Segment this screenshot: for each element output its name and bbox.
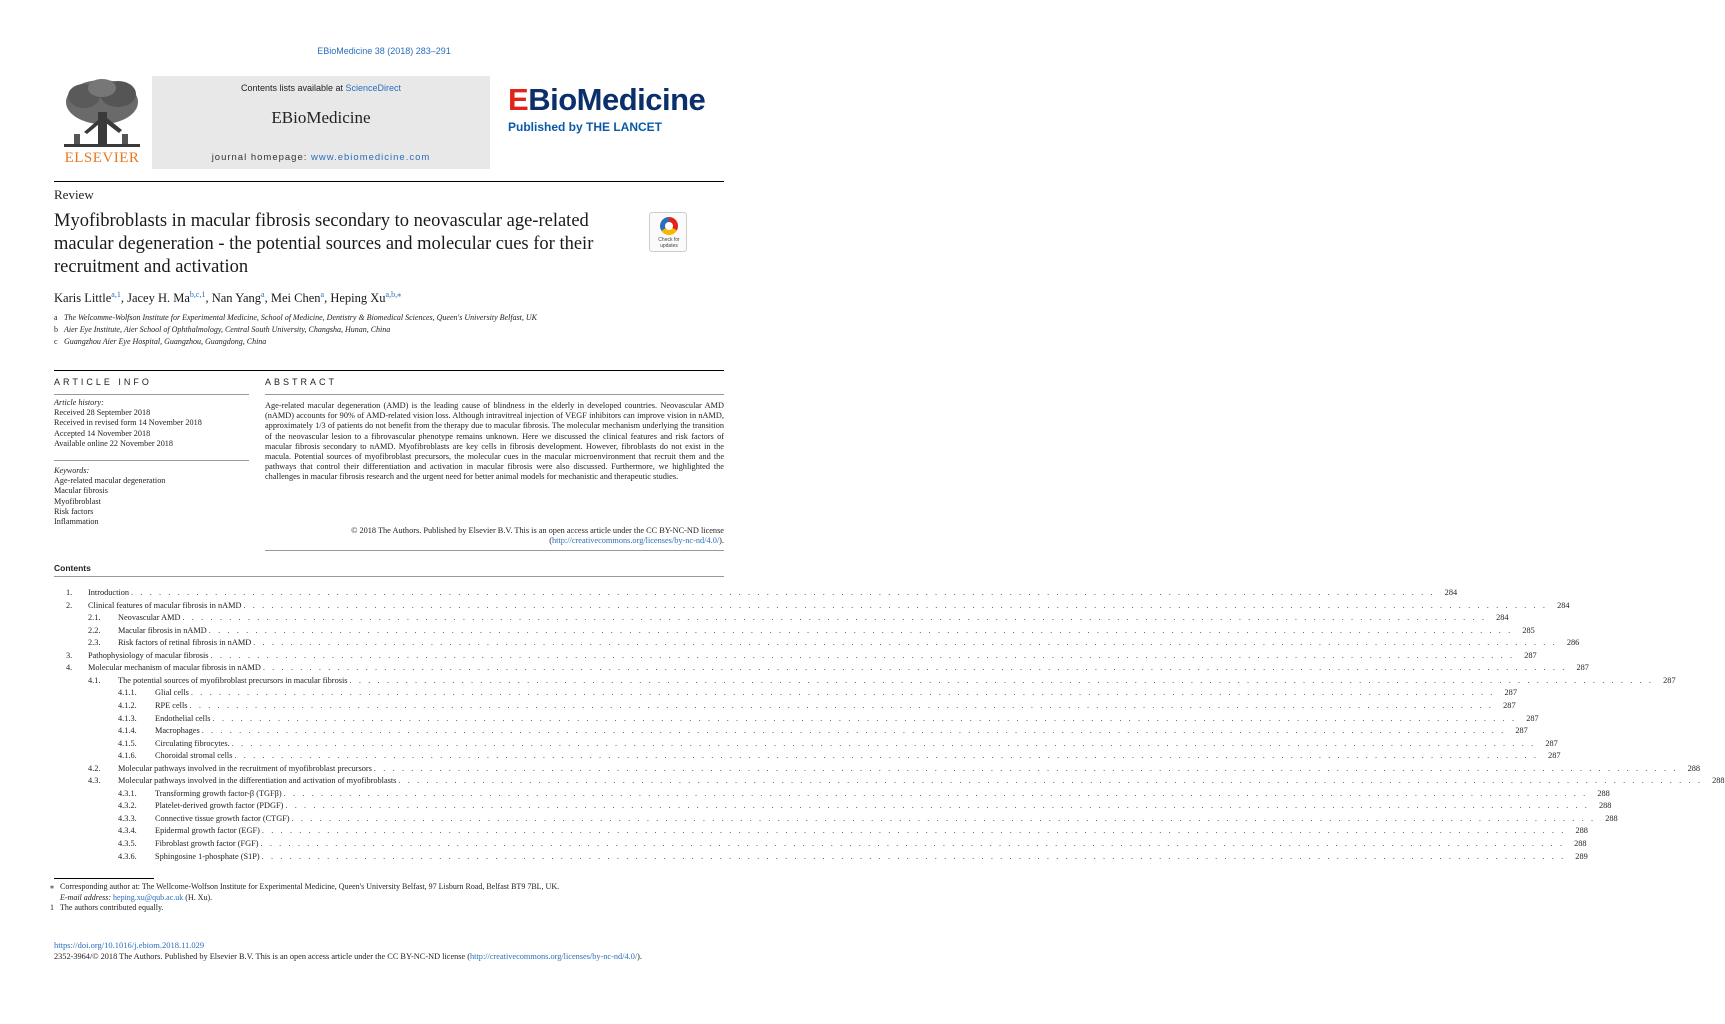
contents-prefix: Contents lists available at xyxy=(240,83,346,93)
author-name: Jacey H. Ma xyxy=(127,291,190,306)
author-affiliation-marker[interactable]: b,c,1 xyxy=(189,290,206,299)
toc-leader: . . . . . . . . . . . . . . . . . . . . . . . . . . . . . . . . . . . . . . . . . . . . . . . . . . . . . . . . . . . . . . . . . . . . . . . . . . . . . . . . . . . . . . . . . . . . . . . . . . . . . . . . . . . . . . . . . . . . . . . . . . . . . . . . . . . . . . . . . . . . xyxy=(349,675,1654,685)
elsevier-logo[interactable] xyxy=(54,76,150,169)
contents-heading: Contents xyxy=(54,563,91,573)
keyword-item: Myofibroblast xyxy=(54,496,101,506)
toc-entry[interactable] xyxy=(118,738,1558,751)
author-list xyxy=(54,290,401,306)
footnote-mark: 1 xyxy=(50,903,54,912)
toc-number: 4.1.6. xyxy=(118,751,137,761)
toc-entry[interactable] xyxy=(118,750,1561,763)
toc-number: 4.3.6. xyxy=(118,851,137,861)
keyword-item: Age-related macular degeneration xyxy=(54,476,166,486)
abstract-text: Age-related macular degeneration (AMD) is the leading cause of blindness in the elderly in developed countries. Neovascular AMD (nAMD) accounts for 90% of AMD-related vision loss. Although intravitreal injection of VEGF inhibitors can improve vision in nAMD, approximately 1/3 of patients do not benefit from the therapy due to macular fibrosis. The molecular mechanism underlying the transition of the neovascular lesion to a fibrovascular phenotype remains unknown. Here we discussed the clinical features and risk factors of macular fibrosis secondary to nAMD. Myofibroblasts are key cells in fibrosis development. However, fibroblasts do not exist in the macula. Potential sources of myofibroblast precursors, the molecular cues in the macular microenvironment that recruit them and the pathways that control their differentiation and activation in macular fibrosis were also discussed. Furthermore, we highlighted the challenges in macular fibrosis research and the urgent need for better animal models for mechanistic and therapeutic studies. xyxy=(265,401,724,482)
homepage-prefix: journal homepage: xyxy=(211,152,312,163)
footnotes xyxy=(50,882,720,914)
check-for-updates-button[interactable] xyxy=(649,212,687,252)
article-title: Myofibroblasts in macular fibrosis secondary to neovascular age-related macular degeneration - the potential sources and molecular cues for their recruitment and activation xyxy=(54,211,594,277)
toc-entry[interactable] xyxy=(118,838,1587,851)
toc-page: 287 xyxy=(1663,675,1676,685)
toc-label: Circulating fibrocytes. xyxy=(155,738,230,748)
toc-leader: . . . . . . . . . . . . . . . . . . . . . . . . . . . . . . . . . . . . . . . . . . . . . . . . . . . . . . . . . . . . . . . . . . . . . . . . . . . . . . . . . . . . . . . . . . . . . . . . . . . . . . . . . . . . . . . . . . . . . . . . . . . . . . . . . . . . . . . . . . . . xyxy=(261,826,1566,836)
journal-brand[interactable] xyxy=(508,83,724,134)
footnote-mark: ⁎ xyxy=(50,882,54,891)
article-history xyxy=(54,398,249,449)
crossmark-icon xyxy=(660,217,678,235)
toc-number: 4.3.5. xyxy=(118,839,137,848)
email-link[interactable]: heping.xu@qub.ac.uk xyxy=(113,892,184,902)
toc-leader: . . . . . . . . . . . . . . . . . . . . . . . . . . . . . . . . . . . . . . . . . . . . . . . . . . . . . . . . . . . . . . . . . . . . . . . . . . . . . . . . . . . . . . . . . . . . . . . . . . . . . . . . . . . . . . . . . . . . . . . . . . . . . . . . . . . . . . . . . . . . xyxy=(231,738,1536,748)
toc-page: 287 xyxy=(1526,713,1539,723)
article-type: Review xyxy=(54,187,94,202)
author-separator: , xyxy=(264,291,271,306)
toc-leader: . . . . . . . . . . . . . . . . . . . . . . . . . . . . . . . . . . . . . . . . . . . . . . . . . . . . . . . . . . . . . . . . . . . . . . . . . . . . . . . . . . . . . . . . . . . . . . . . . . . . . . . . . . . . . . . . . . . . . . . . . . . . . . . . . . . . . . . . . . . . xyxy=(373,763,1679,773)
email-suffix: (H. Xu). xyxy=(183,892,213,902)
author-name: Mei Chen xyxy=(270,291,321,306)
copyright-open-paren: ( xyxy=(549,536,553,546)
info-divider-2 xyxy=(54,460,249,461)
toc-page: 288 xyxy=(1575,826,1588,836)
toc-label: Risk factors of retinal fibrosis in nAMD xyxy=(118,638,252,648)
history-heading: Article history: xyxy=(54,398,104,407)
author-separator: , xyxy=(120,291,128,306)
toc-entry[interactable] xyxy=(66,600,1570,613)
check-for-updates-label: Check for updates xyxy=(658,237,680,249)
toc-page: 287 xyxy=(1576,663,1589,673)
toc-leader: . . . . . . . . . . . . . . . . . . . . . . . . . . . . . . . . . . . . . . . . . . . . . . . . . . . . . . . . . . . . . . . . . . . . . . . . . . . . . . . . . . . . . . . . . . . . . . . . . . . . . . . . . . . . . . . . . . . . . . . . . . . . . . . . . . . . . . . . . . . . xyxy=(243,600,1548,610)
corresponding-author-note xyxy=(50,882,720,893)
toc-entry[interactable] xyxy=(88,637,1580,650)
info-divider xyxy=(54,394,249,395)
toc-entry[interactable] xyxy=(118,725,1528,738)
toc-page: 285 xyxy=(1522,625,1535,635)
journal-header xyxy=(54,76,724,169)
toc-page: 288 xyxy=(1687,763,1701,773)
history-line: Received 28 September 2018 xyxy=(54,408,151,418)
author-name: Nan Yang xyxy=(211,291,262,306)
brand-e: E xyxy=(508,82,529,117)
brand-rest: BioMedicine xyxy=(528,82,706,117)
toc-entry[interactable] xyxy=(88,612,1509,625)
doi-link[interactable]: https://doi.org/10.1016/j.ebiom.2018.11.029 xyxy=(54,940,205,950)
toc-label: Endothelial cells xyxy=(155,713,211,723)
journal-banner xyxy=(152,76,490,169)
footnote-divider xyxy=(54,878,154,879)
toc-leader: . . . . . . . . . . . . . . . . . . . . . . . . . . . . . . . . . . . . . . . . . . . . . . . . . . . . . . . . . . . . . . . . . . . . . . . . . . . . . . . . . . . . . . . . . . . . . . . . . . . . . . . . . . . . . . . . . . . . . . . . . . . . . . . . . . . . . . . . . . . . xyxy=(189,700,1494,710)
toc-entry[interactable] xyxy=(88,625,1535,638)
toc-leader: . . . . . . . . . . . . . . . . . . . . . . . . . . . . . . . . . . . . . . . . . . . . . . . . . . . . . . . . . . . . . . . . . . . . . . . . . . . . . . . . . . . . . . . . . . . . . . . . . . . . . . . . . . . . . . . . . . . . . . . . . . . . . . . . . . . . . . . . . . . . xyxy=(182,613,1487,623)
toc-label: Glial cells xyxy=(155,688,189,698)
equal-contribution-text: The authors contributed equally. xyxy=(60,903,164,912)
toc-entry[interactable] xyxy=(118,700,1516,713)
history-line: Accepted 14 November 2018 xyxy=(54,428,151,438)
toc-label: Transforming growth factor-β (TGFβ) xyxy=(155,788,282,798)
copyright-close-paren: ). xyxy=(719,536,724,546)
toc-entry[interactable] xyxy=(66,650,1537,663)
email-note xyxy=(60,893,720,904)
section-divider xyxy=(54,370,724,371)
journal-name: EBioMedicine xyxy=(271,108,371,127)
toc-page: 284 xyxy=(1496,613,1509,623)
toc-entry[interactable] xyxy=(118,800,1612,813)
toc-number: 4.1.5. xyxy=(118,738,137,748)
issn-license-line xyxy=(54,952,724,961)
toc-number: 2.2. xyxy=(88,625,101,635)
toc-page: 284 xyxy=(1557,600,1570,610)
toc-entry[interactable] xyxy=(66,662,1589,675)
toc-number: 4.3. xyxy=(88,776,101,786)
history-line: Received in revised form 14 November 2018 xyxy=(54,418,202,428)
toc-label: RPE cells xyxy=(155,700,188,710)
brand-wordmark xyxy=(508,83,724,117)
issn-text: 2352-3964/© 2018 The Authors. Published by Elsevier B.V. This is an open access article under the CC BY-NC-ND license ( xyxy=(54,952,471,961)
toc-leader: . . . . . . . . . . . . . . . . . . . . . . . . . . . . . . . . . . . . . . . . . . . . . . . . . . . . . . . . . . . . . . . . . . . . . . . . . . . . . . . . . . . . . . . . . . . . . . . . . . . . . . . . . . . . . . . . . . . . . . . . . . . . . . . . . . . . . . . . . . . . xyxy=(398,776,1703,786)
affiliation xyxy=(54,324,724,336)
toc-page: 288 xyxy=(1597,788,1610,798)
affiliation-list xyxy=(54,312,724,348)
toc-number: 4.1.3. xyxy=(118,713,137,723)
abstract-heading: ABSTRACT xyxy=(265,377,338,387)
toc-page: 287 xyxy=(1504,688,1517,698)
toc-entry[interactable] xyxy=(88,763,1701,776)
license-link[interactable]: http://creativecommons.org/licenses/by-nc-nd/4.0/ xyxy=(552,536,720,546)
author-affiliation-marker[interactable]: a,1 xyxy=(111,290,121,299)
toc-entry[interactable] xyxy=(118,713,1539,726)
affiliation-text: The Welcomme-Wolfson Institute for Experimental Medicine, School of Medicine, Dentistry & Biomedical Sciences, Queen's University Belfast, UK xyxy=(64,313,538,322)
toc-label: Clinical features of macular fibrosis in nAMD xyxy=(88,600,242,610)
elsevier-wordmark: ELSEVIER xyxy=(64,150,140,166)
toc-label: Epidermal growth factor (EGF) xyxy=(155,826,260,836)
brand-subtitle: Published by THE LANCET xyxy=(508,120,663,134)
toc-entry[interactable] xyxy=(118,813,1618,826)
homepage-link[interactable]: www.ebiomedicine.com xyxy=(311,152,431,163)
abstract-divider-2 xyxy=(265,550,724,551)
contents-availability xyxy=(152,83,490,93)
toc-leader: . . . . . . . . . . . . . . . . . . . . . . . . . . . . . . . . . . . . . . . . . . . . . . . . . . . . . . . . . . . . . . . . . . . . . . . . . . . . . . . . . . . . . . . . . . . . . . . . . . . . . . . . . . . . . . . . . . . . . . . . . . . . . . . . . . . . . . . . . . . . xyxy=(283,788,1588,798)
toc-page: 288 xyxy=(1599,801,1612,811)
affiliation-text: Aier Eye Institute, Aier School of Ophthalmology, Central South University, Changsha, Hunan, China xyxy=(64,325,391,334)
toc-label: Macrophages xyxy=(155,726,200,736)
affiliation xyxy=(54,312,724,324)
toc-leader: . . . . . . . . . . . . . . . . . . . . . . . . . . . . . . . . . . . . . . . . . . . . . . . . . . . . . . . . . . . . . . . . . . . . . . . . . . . . . . . . . . . . . . . . . . . . . . . . . . . . . . . . . . . . . . . . . . . . . . . . . . . . . . . . . . . . . . . . . . . . xyxy=(210,650,1515,660)
toc-label: Molecular mechanism of macular fibrosis in nAMD xyxy=(88,663,261,673)
toc-page: 287 xyxy=(1548,751,1561,761)
issn-suffix: ). xyxy=(637,952,643,961)
toc-entry[interactable] xyxy=(88,775,1725,788)
toc-label: Fibroblast growth factor (FGF) xyxy=(155,839,259,848)
toc-label: The potential sources of myofibroblast precursors in macular fibrosis xyxy=(118,675,348,685)
toc-number: 2. xyxy=(66,600,73,610)
toc-label: Sphingosine 1-phosphate (S1P) xyxy=(155,851,260,861)
author-separator: , xyxy=(205,291,212,306)
license-link-footer[interactable]: http://creativecommons.org/licenses/by-nc-nd/4.0/ xyxy=(470,952,638,961)
affiliation-mark: b xyxy=(54,325,58,334)
toc-entry[interactable] xyxy=(118,687,1517,700)
author-name: Heping Xu xyxy=(330,291,386,306)
toc-page: 287 xyxy=(1545,738,1558,748)
toc-number: 3. xyxy=(66,650,73,660)
toc-number: 4.1.4. xyxy=(118,726,137,736)
keyword-item: Macular fibrosis xyxy=(54,486,108,496)
toc-label: Platelet-derived growth factor (PDGF) xyxy=(155,801,284,811)
toc-leader: . . . . . . . . . . . . . . . . . . . . . . . . . . . . . . . . . . . . . . . . . . . . . . . . . . . . . . . . . . . . . . . . . . . . . . . . . . . . . . . . . . . . . . . . . . . . . . . . . . . . . . . . . . . . . . . . . . . . . . . . . . . . . . . . . . . . . . . . . . . . xyxy=(208,625,1513,635)
toc-number: 4.3.4. xyxy=(118,826,137,836)
toc-entry[interactable] xyxy=(66,587,1458,600)
toc-number: 4.2. xyxy=(88,763,101,773)
toc-page: 288 xyxy=(1712,776,1725,786)
toc-label: Molecular pathways involved in the recruitment of myofibroblast precursors xyxy=(118,763,372,773)
toc-page: 287 xyxy=(1515,726,1528,736)
author-separator: , xyxy=(324,291,331,306)
toc-leader: . . . . . . . . . . . . . . . . . . . . . . . . . . . . . . . . . . . . . . . . . . . . . . . . . . . . . . . . . . . . . . . . . . . . . . . . . . . . . . . . . . . . . . . . . . . . . . . . . . . . . . . . . . . . . . . . . . . . . . . . . . . . . . . . . . . . . . . . . . . . xyxy=(260,839,1565,848)
sciencedirect-link[interactable]: ScienceDirect xyxy=(345,83,402,93)
article-info-heading: ARTICLE INFO xyxy=(54,377,152,387)
equal-contribution-note xyxy=(50,903,720,914)
toc-label: Neovascular AMD xyxy=(118,613,181,623)
abstract-divider xyxy=(265,394,724,395)
affiliation xyxy=(54,336,724,348)
journal-reference[interactable]: EBioMedicine 38 (2018) 283–291 xyxy=(317,46,451,56)
email-label: E-mail address: xyxy=(60,892,112,902)
toc-number: 4.3.3. xyxy=(118,813,137,823)
toc-number: 4.1.1. xyxy=(118,688,137,698)
toc-number: 2.3. xyxy=(88,638,101,648)
toc-leader: . . . . . . . . . . . . . . . . . . . . . . . . . . . . . . . . . . . . . . . . . . . . . . . . . . . . . . . . . . . . . . . . . . . . . . . . . . . . . . . . . . . . . . . . . . . . . . . . . . . . . . . . . . . . . . . . . . . . . . . . . . . . . . . . . . . . . . . . . . . . xyxy=(234,751,1539,761)
toc-label: Macular fibrosis in nAMD xyxy=(118,625,207,635)
toc-label: Introduction xyxy=(88,588,130,597)
author-affiliation-marker[interactable]: a xyxy=(320,290,325,299)
toc-leader: . . . . . . . . . . . . . . . . . . . . . . . . . . . . . . . . . . . . . . . . . . . . . . . . . . . . . . . . . . . . . . . . . . . . . . . . . . . . . . . . . . . . . . . . . . . . . . . . . . . . . . . . . . . . . . . . . . . . . . . . . . . . . . . . . . . . . . . . . . . . xyxy=(253,638,1558,648)
toc-page: 287 xyxy=(1524,650,1537,660)
toc-leader: . . . . . . . . . . . . . . . . . . . . . . . . . . . . . . . . . . . . . . . . . . . . . . . . . . . . . . . . . . . . . . . . . . . . . . . . . . . . . . . . . . . . . . . . . . . . . . . . . . . . . . . . . . . . . . . . . . . . . . . . . . . . . . . . . . . . . . . . . . . . xyxy=(291,813,1596,823)
copyright-text: © 2018 The Authors. Published by Elsevier B.V. This is an open access article under the CC BY-NC-ND license xyxy=(351,526,724,535)
toc-page: 286 xyxy=(1566,638,1580,648)
toc-leader: . . . . . . . . . . . . . . . . . . . . . . . . . . . . . . . . . . . . . . . . . . . . . . . . . . . . . . . . . . . . . . . . . . . . . . . . . . . . . . . . . . . . . . . . . . . . . . . . . . . . . . . . . . . . . . . . . . . . . . . . . . . . . . . . . . . . . . . . . . . . xyxy=(131,588,1436,597)
author-name: Karis Little xyxy=(54,291,112,306)
toc-leader: . . . . . . . . . . . . . . . . . . . . . . . . . . . . . . . . . . . . . . . . . . . . . . . . . . . . . . . . . . . . . . . . . . . . . . . . . . . . . . . . . . . . . . . . . . . . . . . . . . . . . . . . . . . . . . . . . . . . . . . . . . . . . . . . . . . . . . . . . . . . xyxy=(212,713,1517,723)
keywords-heading: Keywords: xyxy=(54,466,90,475)
toc-number: 4.1. xyxy=(88,675,101,685)
toc-number: 4.3.2. xyxy=(118,801,137,811)
toc-leader: . . . . . . . . . . . . . . . . . . . . . . . . . . . . . . . . . . . . . . . . . . . . . . . . . . . . . . . . . . . . . . . . . . . . . . . . . . . . . . . . . . . . . . . . . . . . . . . . . . . . . . . . . . . . . . . . . . . . . . . . . . . . . . . . . . . . . . . . . . . . xyxy=(262,663,1567,673)
toc-number: 4.1.2. xyxy=(118,700,137,710)
corresponding-text: Corresponding author at: The Wellcome-Wolfson Institute for Experimental Medicine, Queen's University Belfast, 97 Lisburn Road, Belfast BT9 7BL, UK. xyxy=(60,882,560,891)
abstract-copyright xyxy=(265,526,724,546)
affiliation-text: Guangzhou Aier Eye Hospital, Guangzhou, Guangdong, China xyxy=(64,337,267,346)
toc-number: 2.1. xyxy=(88,613,101,623)
toc-number: 4.3.1. xyxy=(118,788,137,798)
keyword-item: Inflammation xyxy=(54,517,99,527)
toc-page: 289 xyxy=(1575,851,1588,861)
author-affiliation-marker[interactable]: a xyxy=(261,290,265,299)
toc-leader: . . . . . . . . . . . . . . . . . . . . . . . . . . . . . . . . . . . . . . . . . . . . . . . . . . . . . . . . . . . . . . . . . . . . . . . . . . . . . . . . . . . . . . . . . . . . . . . . . . . . . . . . . . . . . . . . . . . . . . . . . . . . . . . . . . . . . . . . . . . . xyxy=(201,726,1506,736)
toc-entry[interactable] xyxy=(118,825,1588,838)
header-divider xyxy=(54,181,724,182)
history-line: Available online 22 November 2018 xyxy=(54,438,173,448)
toc-entry[interactable] xyxy=(118,851,1588,864)
author-affiliation-marker[interactable]: a,b,⁎ xyxy=(385,290,402,299)
affiliation-mark: a xyxy=(54,313,58,322)
toc-leader: . . . . . . . . . . . . . . . . . . . . . . . . . . . . . . . . . . . . . . . . . . . . . . . . . . . . . . . . . . . . . . . . . . . . . . . . . . . . . . . . . . . . . . . . . . . . . . . . . . . . . . . . . . . . . . . . . . . . . . . . . . . . . . . . . . . . . . . . . . . . xyxy=(285,801,1590,811)
toc-number: 1. xyxy=(66,588,73,597)
toc-label: Molecular pathways involved in the differentiation and activation of myofibroblasts xyxy=(118,776,397,786)
elsevier-tree-icon xyxy=(54,76,150,154)
toc-page: 288 xyxy=(1574,839,1587,848)
toc-leader: . . . . . . . . . . . . . . . . . . . . . . . . . . . . . . . . . . . . . . . . . . . . . . . . . . . . . . . . . . . . . . . . . . . . . . . . . . . . . . . . . . . . . . . . . . . . . . . . . . . . . . . . . . . . . . . . . . . . . . . . . . . . . . . . . . . . . . . . . . . . xyxy=(190,688,1495,698)
toc-leader: . . . . . . . . . . . . . . . . . . . . . . . . . . . . . . . . . . . . . . . . . . . . . . . . . . . . . . . . . . . . . . . . . . . . . . . . . . . . . . . . . . . . . . . . . . . . . . . . . . . . . . . . . . . . . . . . . . . . . . . . . . . . . . . . . . . . . . . . . . . . xyxy=(261,851,1566,861)
toc-entry[interactable] xyxy=(88,675,1676,688)
toc-label: Pathophysiology of macular fibrosis xyxy=(88,650,209,660)
toc-page: 287 xyxy=(1503,700,1516,710)
journal-homepage xyxy=(152,152,490,163)
toc-entry[interactable] xyxy=(118,788,1610,801)
toc-page: 288 xyxy=(1605,813,1618,823)
keyword-item: Risk factors xyxy=(54,506,94,516)
toc-number: 4. xyxy=(66,663,73,673)
contents-divider xyxy=(54,576,724,577)
keywords xyxy=(54,466,249,527)
affiliation-mark: c xyxy=(54,337,58,346)
toc-label: Choroidal stromal cells xyxy=(155,751,233,761)
toc-page: 284 xyxy=(1444,588,1458,597)
toc-label: Connective tissue growth factor (CTGF) xyxy=(155,813,290,823)
